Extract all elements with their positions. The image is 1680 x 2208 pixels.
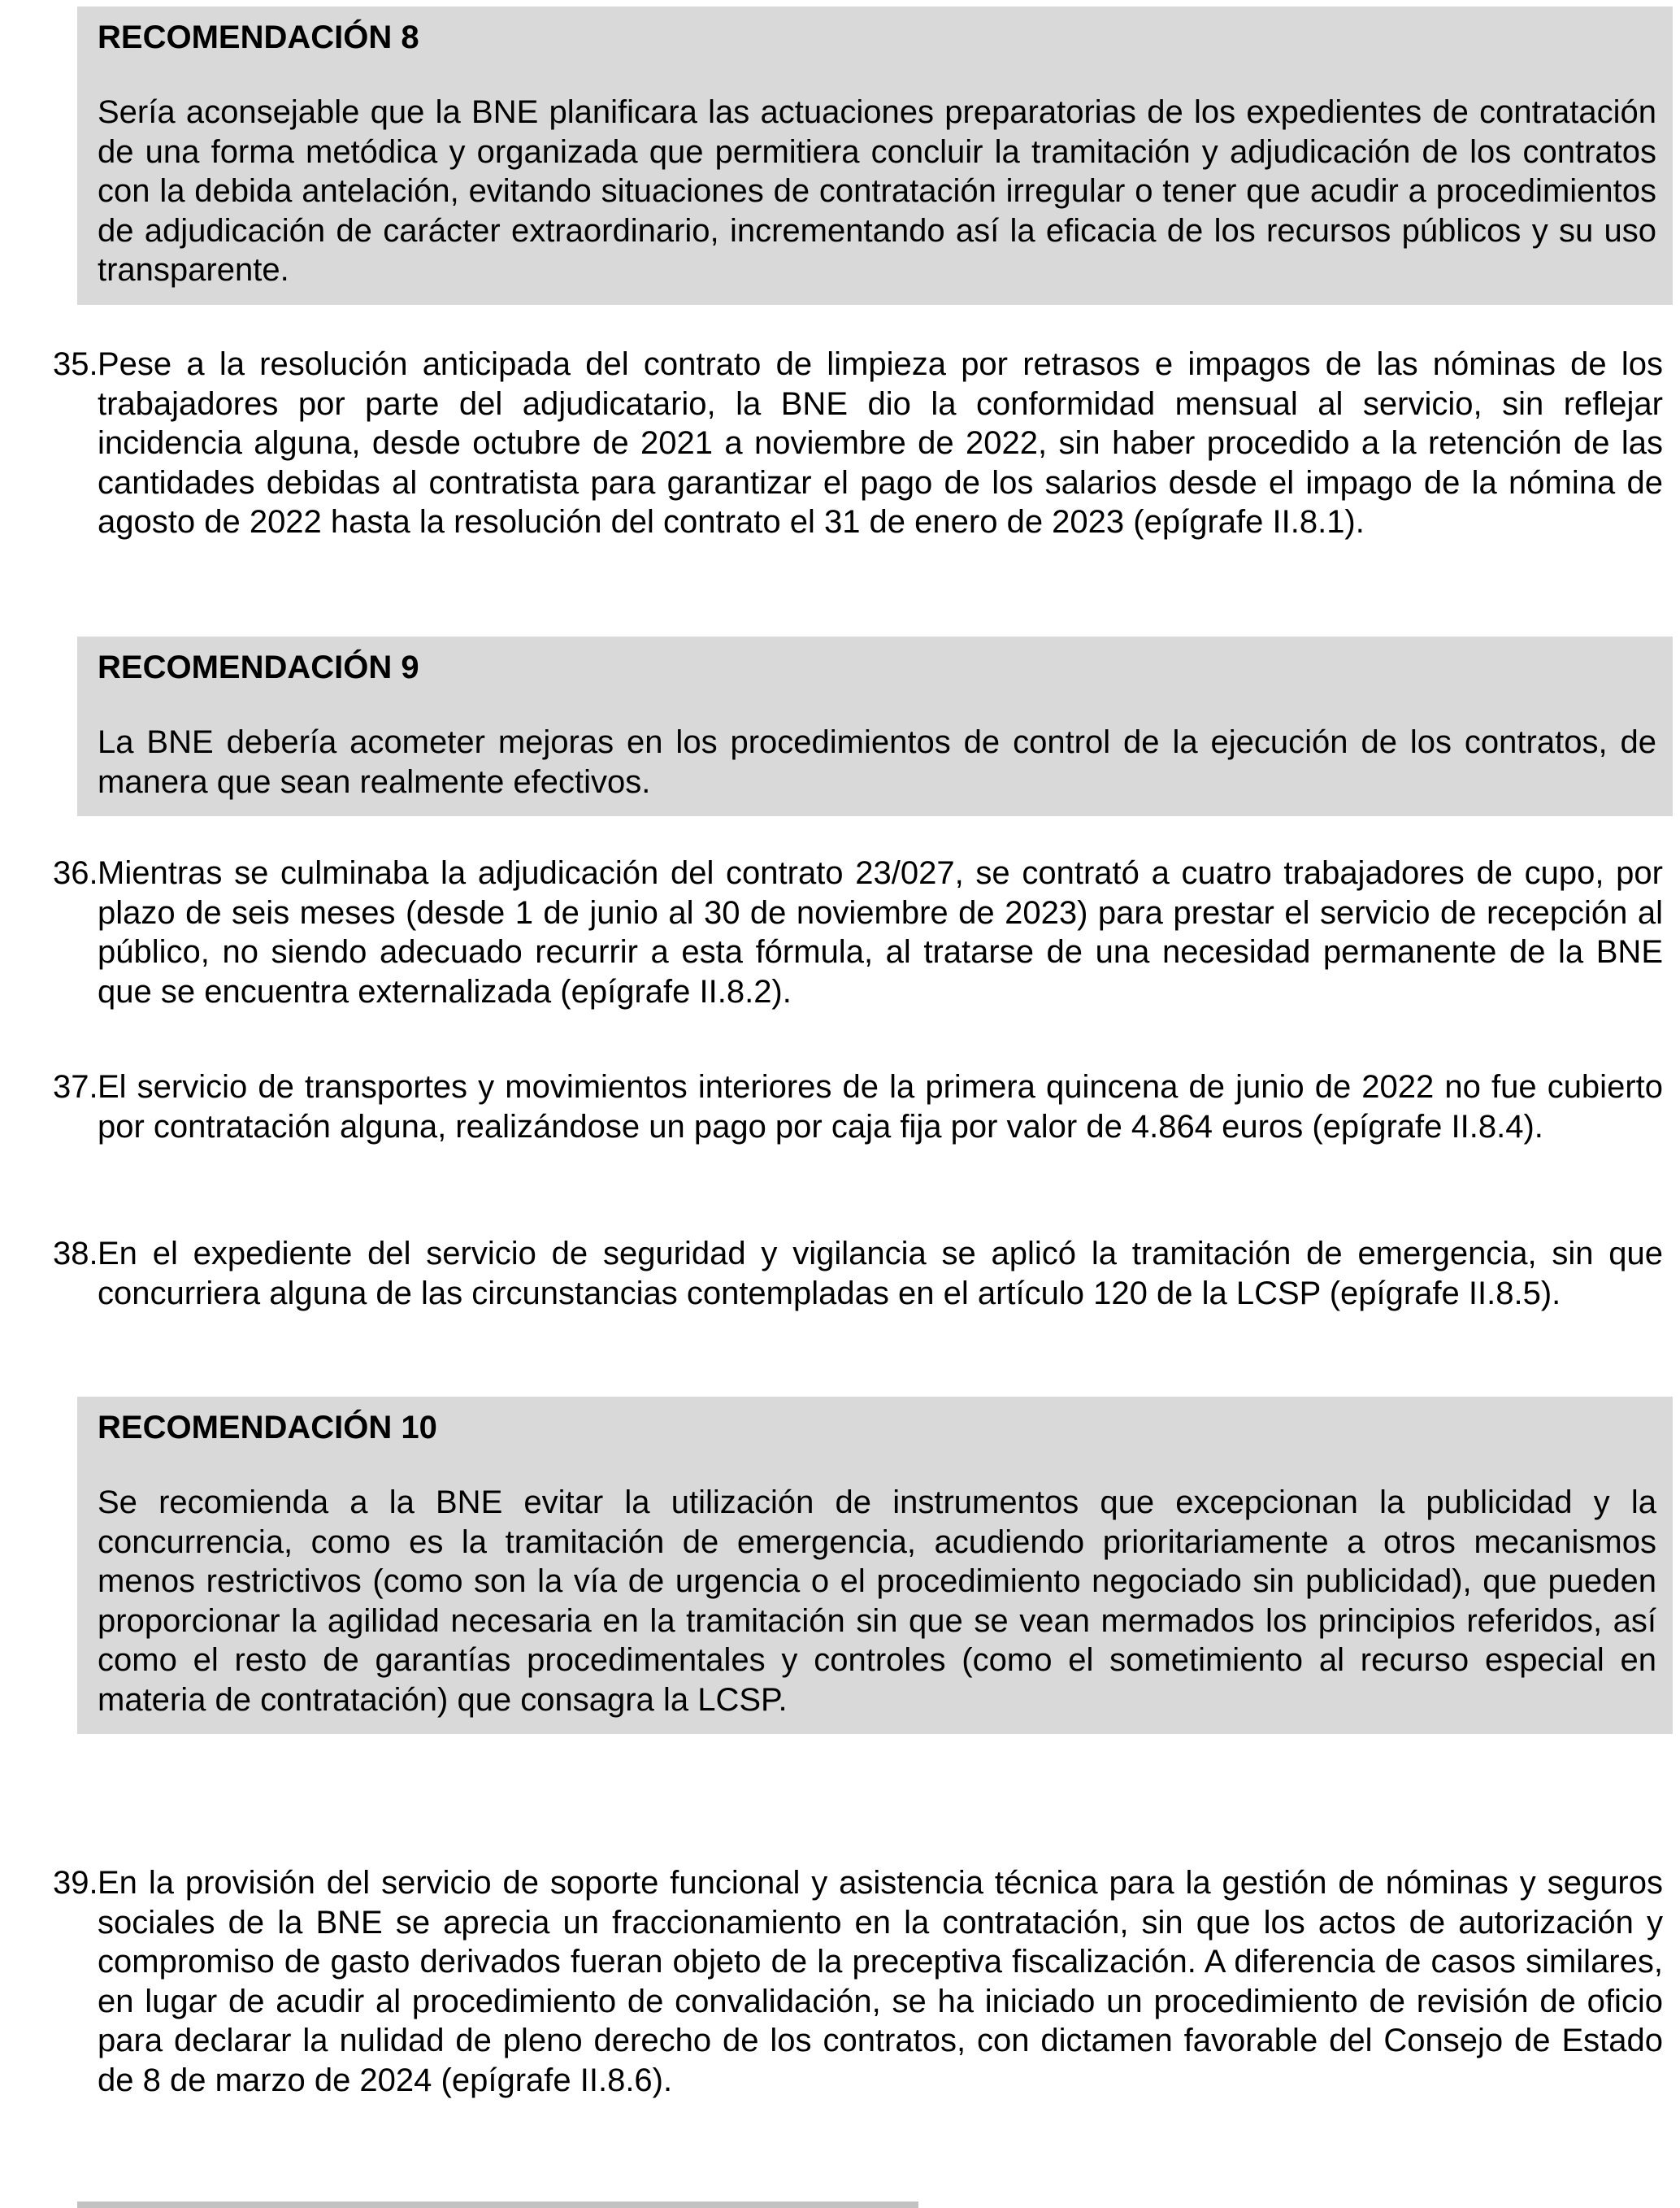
paragraph-36-body: Mientras se culminaba la adjudicación del contrato 23/027, se contrató a cuatro trabajadores de cupo, por plazo de seis meses (desde 1 de junio al 30 de noviembre de 2023) para prestar el servicio de recepción al público, no siendo adecuado recurrir a esta fórmula, al tratarse de una necesidad permanente de la BNE que se encuentra externalizada (epígrafe II.8.2).: [98, 855, 1663, 1010]
paragraph-35-body: Pese a la resolución anticipada del contrato de limpieza por retrasos e impagos de las nóminas de los trabajadores por parte del adjudicatario, la BNE dio la conformidad mensual al servicio, sin reflejar incidencia alguna, desde octubre de 2021 a noviembre de 2022, sin haber procedido a la retención de las cantidades debidas al contratista para garantizar el pago de los salarios desde el impago de la nómina de agosto de 2022 hasta la resolución del contrato el 31 de enero de 2023 (epígrafe II.8.1).: [98, 346, 1663, 540]
paragraph-38: [53, 1234, 1663, 1313]
paragraph-37: [53, 1067, 1663, 1146]
paragraph-38-body: En el expediente del servicio de seguridad y vigilancia se aplicó la tramitación de emergencia, sin que concurriera alguna de las circunstancias contempladas en el artículo 120 de la LCSP (epígrafe II.8.5).: [98, 1236, 1663, 1311]
recommendation-8-box: [77, 7, 1673, 305]
recommendation-9-heading: RECOMENDACIÓN 9: [98, 650, 419, 685]
recommendation-10-body: Se recomienda a la BNE evitar la utilización de instrumentos que excepcionan la publicidad y la concurrencia, como es la tramitación de emergencia, acudiendo prioritariamente a otros mecanismos menos restrictivos (como son la vía de urgencia o el procedimiento negociado sin publicidad), que pueden proporcionar la agilidad necesaria en la tramitación sin que se vean mermados los principios referidos, así como el resto de garantías procedimentales y controles (como el sometimiento al recurso especial en materia de contratación) que consagra la LCSP.: [98, 1484, 1656, 1718]
recommendation-8-body: Sería aconsejable que la BNE planificara las actuaciones preparatorias de los expedientes de contratación de una forma metódica y organizada que permitiera concluir la tramitación y adjudicación de los contratos con la debida antelación, evitando situaciones de contratación irregular o tener que acudir a procedimientos de adjudicación de carácter extraordinario, incrementando así la eficacia de los recursos públicos y su uso transparente.: [98, 94, 1656, 288]
paragraph-39-body: En la provisión del servicio de soporte funcional y asistencia técnica para la gestión de nóminas y seguros sociales de la BNE se aprecia un fraccionamiento en la contratación, sin que los actos de autorización y compromiso de gasto derivados fueran objeto de la preceptiva fiscalización. A diferencia de casos similares, en lugar de acudir al procedimiento de convalidación, se ha iniciado un procedimiento de revisión de oficio para declarar la nulidad de pleno derecho de los contratos, con dictamen favorable del Consejo de Estado de 8 de marzo de 2024 (epígrafe II.8.6).: [98, 1865, 1663, 2098]
paragraph-37-body: El servicio de transportes y movimientos interiores de la primera quincena de junio de 2022 no fue cubierto por contratación alguna, realizándose un pago por caja fija por valor de 4.864 euros (epígrafe II.8.4).: [98, 1069, 1663, 1145]
paragraph-38-number: 38.: [53, 1236, 98, 1271]
paragraph-39-number: 39.: [53, 1865, 98, 1901]
paragraph-39: [53, 1863, 1663, 2100]
recommendation-9-box: [77, 637, 1673, 816]
paragraph-36: [53, 854, 1663, 1011]
page-bottom-divider: [77, 2201, 918, 2208]
recommendation-8-heading: RECOMENDACIÓN 8: [98, 20, 419, 55]
paragraph-35: [53, 345, 1663, 542]
paragraph-37-number: 37.: [53, 1069, 98, 1105]
recommendation-9-body: La BNE debería acometer mejoras en los procedimientos de control de la ejecución de los contratos, de manera que sean realmente efectivos.: [98, 724, 1656, 800]
paragraph-35-number: 35.: [53, 346, 98, 382]
recommendation-10-box: [77, 1397, 1673, 1734]
recommendation-10-heading: RECOMENDACIÓN 10: [98, 1410, 437, 1445]
paragraph-36-number: 36.: [53, 855, 98, 891]
